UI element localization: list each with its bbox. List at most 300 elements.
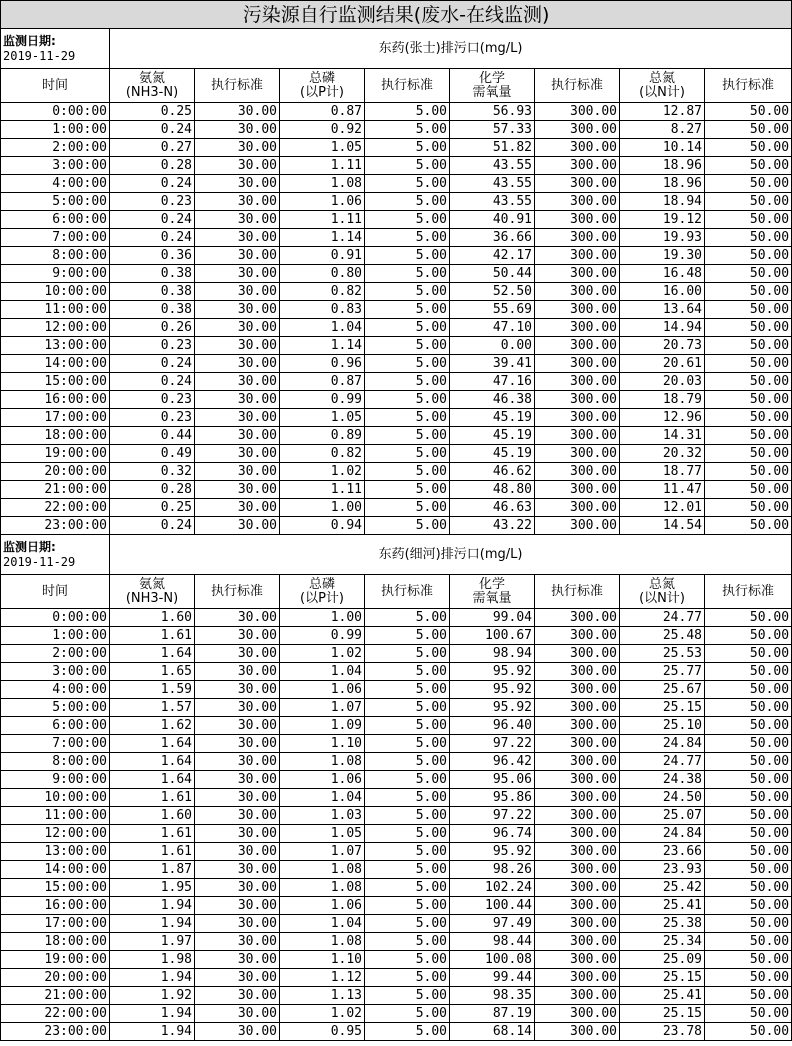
value-cell: 30.00 xyxy=(195,175,280,193)
value-cell: 5.00 xyxy=(365,103,450,121)
value-cell: 1.00 xyxy=(280,609,365,627)
table-row xyxy=(1,933,792,951)
value-cell: 0.24 xyxy=(110,175,195,193)
section-header-row xyxy=(1,535,792,575)
value-cell: 0.96 xyxy=(280,355,365,373)
value-cell: 12.87 xyxy=(620,103,705,121)
value-cell: 300.00 xyxy=(535,247,620,265)
outlet-name: 东药(张士)排污口(mg/L) xyxy=(110,29,792,69)
value-cell: 1.06 xyxy=(280,897,365,915)
table-row xyxy=(1,789,792,807)
value-cell: 25.15 xyxy=(620,1005,705,1023)
value-cell: 1.61 xyxy=(110,843,195,861)
time-cell: 23:00:00 xyxy=(1,517,110,535)
value-cell: 1.64 xyxy=(110,735,195,753)
value-cell: 0.83 xyxy=(280,301,365,319)
time-cell: 1:00:00 xyxy=(1,627,110,645)
time-cell: 11:00:00 xyxy=(1,301,110,319)
value-cell: 99.44 xyxy=(450,969,535,987)
value-cell: 25.09 xyxy=(620,951,705,969)
time-cell: 9:00:00 xyxy=(1,265,110,283)
value-cell: 30.00 xyxy=(195,373,280,391)
column-header-line2: (以N计) xyxy=(639,84,685,100)
time-cell: 14:00:00 xyxy=(1,861,110,879)
table-row xyxy=(1,265,792,283)
value-cell: 18.96 xyxy=(620,175,705,193)
value-cell: 5.00 xyxy=(365,517,450,535)
value-cell: 50.00 xyxy=(705,373,792,391)
value-cell: 30.00 xyxy=(195,645,280,663)
time-cell: 1:00:00 xyxy=(1,121,110,139)
value-cell: 0.36 xyxy=(110,247,195,265)
value-cell: 0.82 xyxy=(280,283,365,301)
value-cell: 30.00 xyxy=(195,463,280,481)
value-cell: 30.00 xyxy=(195,157,280,175)
time-cell: 11:00:00 xyxy=(1,807,110,825)
value-cell: 5.00 xyxy=(365,681,450,699)
time-cell: 22:00:00 xyxy=(1,499,110,517)
column-header xyxy=(365,575,450,609)
value-cell: 43.55 xyxy=(450,175,535,193)
value-cell: 1.00 xyxy=(280,499,365,517)
value-cell: 5.00 xyxy=(365,391,450,409)
value-cell: 5.00 xyxy=(365,843,450,861)
value-cell: 1.94 xyxy=(110,1023,195,1041)
time-cell: 4:00:00 xyxy=(1,175,110,193)
value-cell: 50.00 xyxy=(705,337,792,355)
value-cell: 0.38 xyxy=(110,265,195,283)
table-row xyxy=(1,355,792,373)
value-cell: 1.09 xyxy=(280,717,365,735)
value-cell: 45.19 xyxy=(450,409,535,427)
value-cell: 5.00 xyxy=(365,609,450,627)
column-header-line1: 执行标准 xyxy=(210,77,263,93)
value-cell: 0.24 xyxy=(110,229,195,247)
value-cell: 50.00 xyxy=(705,1023,792,1041)
value-cell: 1.04 xyxy=(280,663,365,681)
table-row xyxy=(1,843,792,861)
value-cell: 50.00 xyxy=(705,789,792,807)
column-header-line2: (以P计) xyxy=(300,84,344,100)
table-row xyxy=(1,609,792,627)
value-cell: 300.00 xyxy=(535,645,620,663)
value-cell: 95.92 xyxy=(450,663,535,681)
value-cell: 20.73 xyxy=(620,337,705,355)
column-header xyxy=(195,575,280,609)
value-cell: 1.62 xyxy=(110,717,195,735)
value-cell: 30.00 xyxy=(195,789,280,807)
value-cell: 19.12 xyxy=(620,211,705,229)
time-cell: 10:00:00 xyxy=(1,789,110,807)
value-cell: 25.41 xyxy=(620,987,705,1005)
table-row xyxy=(1,103,792,121)
value-cell: 98.94 xyxy=(450,645,535,663)
value-cell: 5.00 xyxy=(365,825,450,843)
value-cell: 1.11 xyxy=(280,157,365,175)
value-cell: 30.00 xyxy=(195,301,280,319)
table-row xyxy=(1,825,792,843)
value-cell: 50.00 xyxy=(705,193,792,211)
value-cell: 300.00 xyxy=(535,681,620,699)
value-cell: 25.53 xyxy=(620,645,705,663)
time-cell: 15:00:00 xyxy=(1,373,110,391)
value-cell: 300.00 xyxy=(535,445,620,463)
value-cell: 300.00 xyxy=(535,193,620,211)
time-cell: 16:00:00 xyxy=(1,391,110,409)
value-cell: 25.48 xyxy=(620,627,705,645)
value-cell: 30.00 xyxy=(195,969,280,987)
value-cell: 1.06 xyxy=(280,681,365,699)
value-cell: 100.44 xyxy=(450,897,535,915)
value-cell: 24.84 xyxy=(620,825,705,843)
value-cell: 96.40 xyxy=(450,717,535,735)
value-cell: 50.00 xyxy=(705,463,792,481)
value-cell: 30.00 xyxy=(195,825,280,843)
table-row xyxy=(1,337,792,355)
value-cell: 300.00 xyxy=(535,609,620,627)
column-header-line2: (以P计) xyxy=(300,590,344,606)
value-cell: 30.00 xyxy=(195,445,280,463)
value-cell: 50.00 xyxy=(705,843,792,861)
value-cell: 5.00 xyxy=(365,1023,450,1041)
value-cell: 50.00 xyxy=(705,681,792,699)
value-cell: 5.00 xyxy=(365,247,450,265)
value-cell: 57.33 xyxy=(450,121,535,139)
column-header-line1: 时间 xyxy=(41,583,68,599)
value-cell: 5.00 xyxy=(365,897,450,915)
value-cell: 300.00 xyxy=(535,771,620,789)
value-cell: 50.00 xyxy=(705,969,792,987)
value-cell: 300.00 xyxy=(535,319,620,337)
value-cell: 96.74 xyxy=(450,825,535,843)
value-cell: 30.00 xyxy=(195,735,280,753)
value-cell: 50.00 xyxy=(705,409,792,427)
table-row xyxy=(1,319,792,337)
value-cell: 50.00 xyxy=(705,897,792,915)
column-header xyxy=(450,575,535,609)
value-cell: 18.96 xyxy=(620,157,705,175)
value-cell: 1.05 xyxy=(280,825,365,843)
column-header-line1: 执行标准 xyxy=(380,583,433,599)
time-cell: 19:00:00 xyxy=(1,445,110,463)
value-cell: 300.00 xyxy=(535,121,620,139)
time-cell: 20:00:00 xyxy=(1,463,110,481)
value-cell: 30.00 xyxy=(195,193,280,211)
value-cell: 18.94 xyxy=(620,193,705,211)
value-cell: 18.77 xyxy=(620,463,705,481)
value-cell: 102.24 xyxy=(450,879,535,897)
value-cell: 5.00 xyxy=(365,319,450,337)
column-header xyxy=(705,575,792,609)
time-cell: 17:00:00 xyxy=(1,915,110,933)
value-cell: 10.14 xyxy=(620,139,705,157)
value-cell: 30.00 xyxy=(195,319,280,337)
value-cell: 0.94 xyxy=(280,517,365,535)
value-cell: 50.00 xyxy=(705,499,792,517)
table-row xyxy=(1,753,792,771)
value-cell: 1.10 xyxy=(280,735,365,753)
time-cell: 6:00:00 xyxy=(1,717,110,735)
value-cell: 50.00 xyxy=(705,355,792,373)
value-cell: 300.00 xyxy=(535,735,620,753)
column-header-row xyxy=(1,69,792,103)
value-cell: 25.34 xyxy=(620,933,705,951)
value-cell: 30.00 xyxy=(195,843,280,861)
value-cell: 42.17 xyxy=(450,247,535,265)
column-header-line1: 氨氮 xyxy=(138,576,165,592)
table-row xyxy=(1,247,792,265)
value-cell: 300.00 xyxy=(535,753,620,771)
column-header xyxy=(280,575,365,609)
value-cell: 30.00 xyxy=(195,391,280,409)
value-cell: 1.13 xyxy=(280,987,365,1005)
outlet-name: 东药(细河)排污口(mg/L) xyxy=(110,535,792,575)
section-header-row xyxy=(1,29,792,69)
time-cell: 20:00:00 xyxy=(1,969,110,987)
value-cell: 25.38 xyxy=(620,915,705,933)
column-header xyxy=(705,69,792,103)
value-cell: 95.86 xyxy=(450,789,535,807)
value-cell: 1.64 xyxy=(110,645,195,663)
value-cell: 16.00 xyxy=(620,283,705,301)
table-row xyxy=(1,1023,792,1041)
value-cell: 20.61 xyxy=(620,355,705,373)
column-header-row xyxy=(1,575,792,609)
column-header xyxy=(535,575,620,609)
value-cell: 30.00 xyxy=(195,427,280,445)
value-cell: 1.04 xyxy=(280,915,365,933)
time-cell: 7:00:00 xyxy=(1,735,110,753)
value-cell: 1.61 xyxy=(110,825,195,843)
time-cell: 13:00:00 xyxy=(1,843,110,861)
value-cell: 30.00 xyxy=(195,265,280,283)
value-cell: 30.00 xyxy=(195,1005,280,1023)
value-cell: 30.00 xyxy=(195,229,280,247)
value-cell: 300.00 xyxy=(535,265,620,283)
value-cell: 0.95 xyxy=(280,1023,365,1041)
value-cell: 5.00 xyxy=(365,373,450,391)
time-cell: 9:00:00 xyxy=(1,771,110,789)
value-cell: 13.64 xyxy=(620,301,705,319)
value-cell: 1.06 xyxy=(280,771,365,789)
time-cell: 7:00:00 xyxy=(1,229,110,247)
value-cell: 5.00 xyxy=(365,861,450,879)
value-cell: 1.12 xyxy=(280,969,365,987)
value-cell: 5.00 xyxy=(365,645,450,663)
value-cell: 50.00 xyxy=(705,645,792,663)
value-cell: 30.00 xyxy=(195,355,280,373)
value-cell: 24.50 xyxy=(620,789,705,807)
value-cell: 24.77 xyxy=(620,753,705,771)
value-cell: 50.00 xyxy=(705,915,792,933)
value-cell: 1.14 xyxy=(280,337,365,355)
value-cell: 5.00 xyxy=(365,915,450,933)
value-cell: 30.00 xyxy=(195,753,280,771)
value-cell: 50.00 xyxy=(705,517,792,535)
value-cell: 300.00 xyxy=(535,337,620,355)
value-cell: 19.30 xyxy=(620,247,705,265)
value-cell: 0.80 xyxy=(280,265,365,283)
column-header-line1: 总磷 xyxy=(308,70,335,86)
column-header-line1: 执行标准 xyxy=(550,77,603,93)
table-row xyxy=(1,645,792,663)
monitoring-table-body xyxy=(1,1,792,1041)
time-cell: 21:00:00 xyxy=(1,481,110,499)
value-cell: 300.00 xyxy=(535,157,620,175)
value-cell: 0.26 xyxy=(110,319,195,337)
monitoring-date-cell xyxy=(1,29,110,69)
column-header-line1: 总磷 xyxy=(308,576,335,592)
value-cell: 0.99 xyxy=(280,391,365,409)
value-cell: 100.67 xyxy=(450,627,535,645)
table-row xyxy=(1,157,792,175)
value-cell: 5.00 xyxy=(365,121,450,139)
value-cell: 1.08 xyxy=(280,753,365,771)
value-cell: 5.00 xyxy=(365,969,450,987)
value-cell: 1.59 xyxy=(110,681,195,699)
value-cell: 30.00 xyxy=(195,951,280,969)
value-cell: 50.00 xyxy=(705,987,792,1005)
value-cell: 52.50 xyxy=(450,283,535,301)
value-cell: 1.10 xyxy=(280,951,365,969)
value-cell: 56.93 xyxy=(450,103,535,121)
value-cell: 5.00 xyxy=(365,283,450,301)
table-row xyxy=(1,969,792,987)
value-cell: 1.08 xyxy=(280,861,365,879)
value-cell: 30.00 xyxy=(195,337,280,355)
value-cell: 50.00 xyxy=(705,175,792,193)
table-row xyxy=(1,391,792,409)
value-cell: 300.00 xyxy=(535,391,620,409)
value-cell: 0.25 xyxy=(110,103,195,121)
column-header-line1: 执行标准 xyxy=(210,583,263,599)
value-cell: 30.00 xyxy=(195,897,280,915)
value-cell: 25.42 xyxy=(620,879,705,897)
value-cell: 300.00 xyxy=(535,175,620,193)
value-cell: 68.14 xyxy=(450,1023,535,1041)
column-header-line2: 需氧量 xyxy=(472,84,512,100)
value-cell: 300.00 xyxy=(535,211,620,229)
value-cell: 98.35 xyxy=(450,987,535,1005)
value-cell: 18.79 xyxy=(620,391,705,409)
value-cell: 1.03 xyxy=(280,807,365,825)
value-cell: 30.00 xyxy=(195,717,280,735)
value-cell: 14.94 xyxy=(620,319,705,337)
value-cell: 25.10 xyxy=(620,717,705,735)
value-cell: 0.38 xyxy=(110,283,195,301)
value-cell: 30.00 xyxy=(195,915,280,933)
column-header xyxy=(535,69,620,103)
value-cell: 50.00 xyxy=(705,319,792,337)
value-cell: 30.00 xyxy=(195,681,280,699)
value-cell: 25.77 xyxy=(620,663,705,681)
table-row xyxy=(1,807,792,825)
table-row xyxy=(1,409,792,427)
time-cell: 0:00:00 xyxy=(1,103,110,121)
table-row xyxy=(1,987,792,1005)
table-row xyxy=(1,193,792,211)
value-cell: 1.11 xyxy=(280,211,365,229)
column-header xyxy=(280,69,365,103)
column-header-line2: (NH3-N) xyxy=(125,590,179,606)
table-row xyxy=(1,717,792,735)
value-cell: 0.87 xyxy=(280,103,365,121)
value-cell: 39.41 xyxy=(450,355,535,373)
value-cell: 300.00 xyxy=(535,951,620,969)
value-cell: 5.00 xyxy=(365,337,450,355)
value-cell: 50.00 xyxy=(705,807,792,825)
column-header-line1: 化学 xyxy=(478,576,505,592)
value-cell: 300.00 xyxy=(535,517,620,535)
value-cell: 0.92 xyxy=(280,121,365,139)
table-row xyxy=(1,211,792,229)
value-cell: 300.00 xyxy=(535,969,620,987)
value-cell: 36.66 xyxy=(450,229,535,247)
monitoring-date-value: 2019-11-29 xyxy=(3,48,76,63)
monitoring-date-value: 2019-11-29 xyxy=(3,554,76,569)
value-cell: 23.78 xyxy=(620,1023,705,1041)
value-cell: 1.02 xyxy=(280,463,365,481)
value-cell: 30.00 xyxy=(195,861,280,879)
column-header xyxy=(110,575,195,609)
value-cell: 50.00 xyxy=(705,861,792,879)
value-cell: 300.00 xyxy=(535,103,620,121)
value-cell: 24.77 xyxy=(620,609,705,627)
table-row xyxy=(1,373,792,391)
table-row xyxy=(1,861,792,879)
page-title: 污染源自行监测结果(废水-在线监测) xyxy=(1,1,792,29)
value-cell: 300.00 xyxy=(535,301,620,319)
time-cell: 22:00:00 xyxy=(1,1005,110,1023)
value-cell: 50.00 xyxy=(705,103,792,121)
value-cell: 300.00 xyxy=(535,699,620,717)
value-cell: 1.05 xyxy=(280,139,365,157)
value-cell: 12.96 xyxy=(620,409,705,427)
value-cell: 8.27 xyxy=(620,121,705,139)
value-cell: 5.00 xyxy=(365,627,450,645)
value-cell: 30.00 xyxy=(195,211,280,229)
value-cell: 25.41 xyxy=(620,897,705,915)
value-cell: 300.00 xyxy=(535,1005,620,1023)
value-cell: 300.00 xyxy=(535,229,620,247)
value-cell: 5.00 xyxy=(365,699,450,717)
value-cell: 5.00 xyxy=(365,735,450,753)
value-cell: 5.00 xyxy=(365,175,450,193)
time-cell: 0:00:00 xyxy=(1,609,110,627)
value-cell: 0.24 xyxy=(110,211,195,229)
table-row xyxy=(1,627,792,645)
value-cell: 5.00 xyxy=(365,211,450,229)
value-cell: 5.00 xyxy=(365,193,450,211)
value-cell: 5.00 xyxy=(365,933,450,951)
value-cell: 1.04 xyxy=(280,319,365,337)
value-cell: 50.00 xyxy=(705,247,792,265)
value-cell: 50.00 xyxy=(705,951,792,969)
value-cell: 5.00 xyxy=(365,717,450,735)
value-cell: 95.06 xyxy=(450,771,535,789)
value-cell: 5.00 xyxy=(365,499,450,517)
time-cell: 12:00:00 xyxy=(1,825,110,843)
value-cell: 46.38 xyxy=(450,391,535,409)
value-cell: 95.92 xyxy=(450,843,535,861)
value-cell: 1.92 xyxy=(110,987,195,1005)
time-cell: 6:00:00 xyxy=(1,211,110,229)
column-header-line1: 总氮 xyxy=(648,576,675,592)
value-cell: 50.00 xyxy=(705,427,792,445)
value-cell: 25.15 xyxy=(620,969,705,987)
value-cell: 48.80 xyxy=(450,481,535,499)
value-cell: 300.00 xyxy=(535,481,620,499)
